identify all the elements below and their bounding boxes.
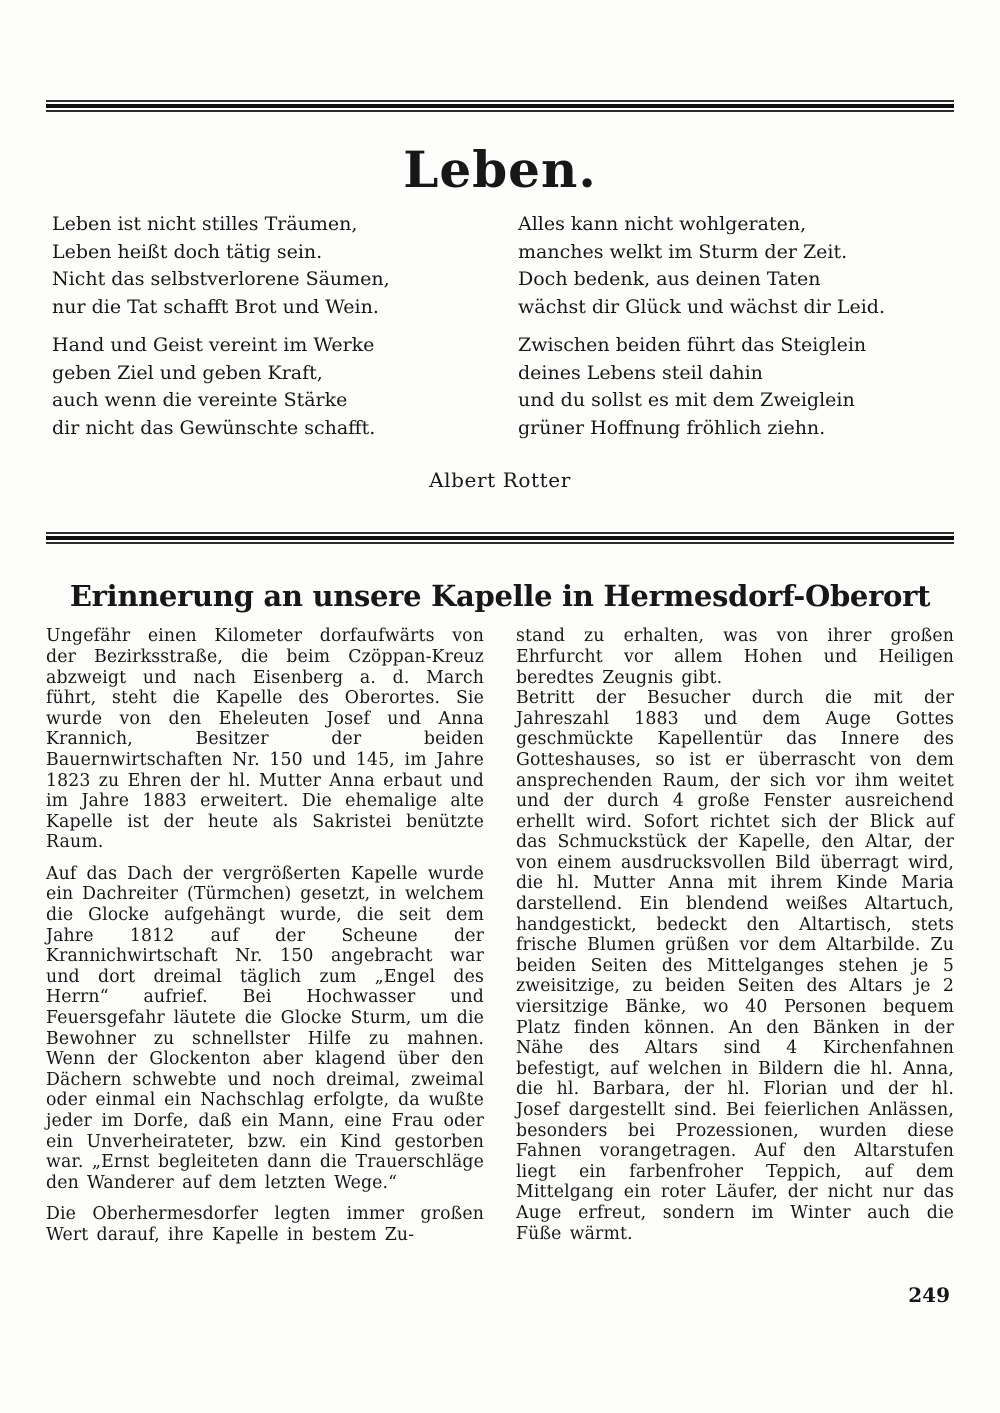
article-title: Erinnerung an unsere Kapelle in Hermesdorf-Oberort: [69, 579, 931, 613]
poem-stanza: [52, 332, 518, 442]
middle-horizontal-rule: [46, 532, 954, 544]
article-right-column: [516, 626, 954, 1245]
poem-right-column: [518, 211, 954, 442]
poem-columns: [46, 211, 954, 442]
page-number: 249: [908, 1283, 950, 1307]
poem-left-column: [52, 211, 518, 442]
poem-line: Zwischen beiden führt das Steiglein: [518, 334, 867, 356]
article-columns: [46, 626, 954, 1245]
article-paragraph: Ungefähr einen Kilometer dorfaufwärts von der Bezirksstraße, die beim Czöppan-Kreuz abzweigt und nach Eisenberg a. d. March führt, steht die Kapelle des Oberortes. Sie wurde von den Eheleuten Josef und Anna Krannich, Besitzer der beiden Bauernwirtschaften Nr. 150 und 145, im Jahre 1823 zu Ehren der hl. Mutter Anna erbaut und im Jahre 1883 erweitert. Die ehemalige alte Kapelle ist der heute als Sakristei benützte Raum.: [46, 626, 484, 853]
poem-line: deines Lebens steil dahin: [518, 361, 763, 384]
poem-line: Alles kann nicht wohlgeraten,: [518, 213, 807, 235]
poem-title: Leben.: [403, 140, 597, 199]
poem-line: manches welkt im Sturm der Zeit.: [518, 240, 848, 263]
article-paragraph: Die Oberhermesdorfer legten immer großen Wert darauf, ihre Kapelle in bestem Zu-: [46, 1204, 484, 1245]
poem-line: Doch bedenk, aus deinen Taten: [518, 268, 821, 290]
poem-line: grüner Hoffnung fröhlich ziehn.: [518, 416, 826, 439]
poem-line: Nicht das selbstverlorene Säumen,: [52, 268, 390, 290]
poem-line: auch wenn die vereinte Stärke: [52, 389, 348, 411]
poem-line: Hand und Geist vereint im Werke: [52, 334, 375, 356]
poem-stanza: [52, 211, 518, 321]
article-paragraph: stand zu erhalten, was von ihrer großen Ehrfurcht vor allem Hohen und Heiligen beredtes Zeugnis gibt.: [516, 626, 954, 688]
poem-stanza: [518, 332, 954, 442]
poem-line: geben Ziel und geben Kraft,: [52, 361, 323, 384]
poem-line: nur die Tat schafft Brot und Wein.: [52, 295, 379, 318]
poem-line: Leben ist nicht stilles Träumen,: [52, 213, 358, 235]
article-paragraph: Betritt der Besucher durch die mit der Jahreszahl 1883 und dem Auge Gottes geschmückte Kapellentür das Innere des Gotteshauses, so ist er überrascht von dem ansprechenden Raum, der sich vor ihm weitet und der durch 4 große Fenster ausreichend erhellt wird. Sofort richtet sich der Blick auf das Schmuckstück der Kapelle, den Altar, der von einem ausdrucksvollen Bild überragt wird, die hl. Mutter Anna mit ihrem Kinde Maria darstellend. Ein blendend weißes Altartuch, handgestickt, bedeckt den Altartisch, stets frische Blumen grüßen vor dem Altarbilde. Zu beiden Seiten des Mittelganges stehen je 5 zweisitzige, zu beiden Seiten des Altars je 2 viersitzige Bänke, wo 40 Personen bequem Platz finden können. An den Bänken in der Nähe des Altars sind 4 Kirchenfahnen befestigt, auf welchen in Bildern die hl. Anna, die hl. Barbara, der hl. Florian und der hl. Josef dargestellt sind. Bei feierlichen Anlässen, besonders bei Prozessionen, wurden diese Fahnen vorangetragen. Auf den Altarstufen liegt ein farbenfroher Teppich, auf dem Mittelgang ein roter Läufer, der nicht nur das Auge erfreut, sondern im Winter auch die Füße wärmt.: [516, 688, 954, 1244]
poem-line: Leben heißt doch tätig sein.: [52, 240, 323, 263]
poem-author: Albert Rotter: [429, 468, 571, 492]
article-paragraph: Auf das Dach der vergrößerten Kapelle wurde ein Dachreiter (Türmchen) gesetzt, in welchem die Glocke aufgehängt wurde, die seit dem Jahre 1812 auf der Scheune der Krannichwirtschaft Nr. 150 angebracht war und dort dreimal täglich zum „Engel des Herrn“ aufrief. Bei Hochwasser und Feuersgefahr läutete die Glocke Sturm, um die Bewohner zu schnellster Hilfe zu mahnen. Wenn der Glockenton aber klagend über den Dächern schwebte und noch dreimal, zweimal oder einmal ein Nachschlag erfolgte, da wußte jeder im Dorfe, daß ein Mann, eine Frau oder ein Unverheirateter, bzw. ein Kind gestorben war. „Ernst begleiteten dann die Trauerschläge den Wanderer auf dem letzten Wege.“: [46, 863, 484, 1193]
article-left-column: [46, 626, 484, 1245]
top-horizontal-rule: [46, 100, 954, 112]
poem-stanza: [518, 211, 954, 321]
poem-line: dir nicht das Gewünschte schafft.: [52, 416, 376, 439]
poem-line: wächst dir Glück und wächst dir Leid.: [518, 295, 886, 318]
poem-line: und du sollst es mit dem Zweiglein: [518, 389, 855, 411]
